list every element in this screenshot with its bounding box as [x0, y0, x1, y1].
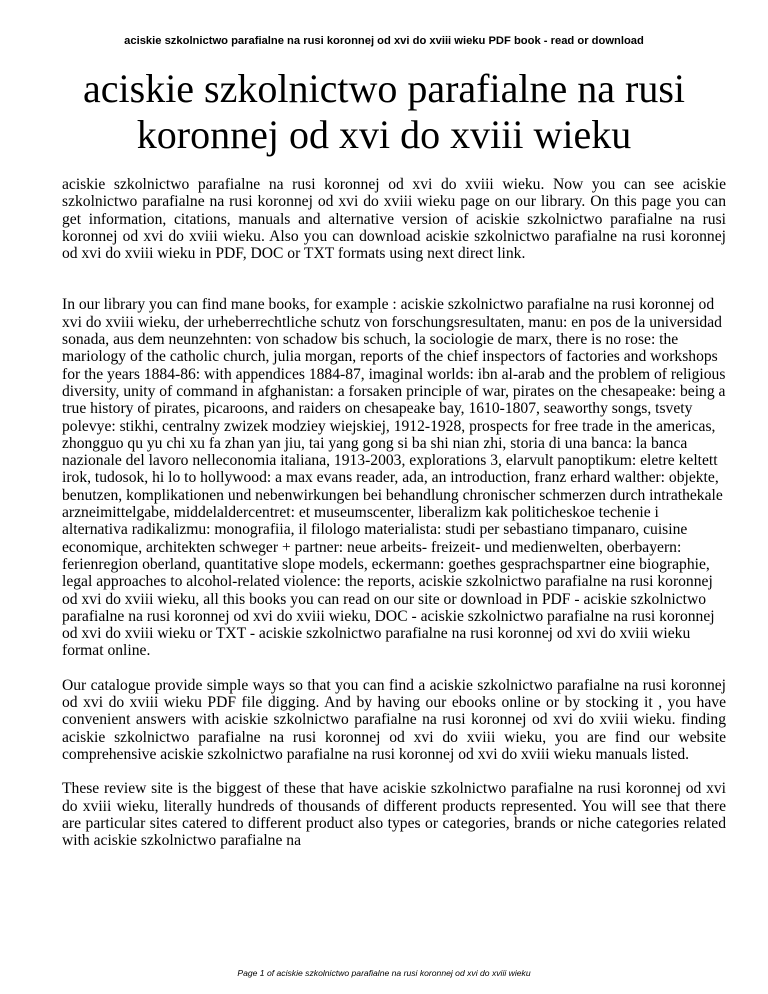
review-paragraph: These review site is the biggest of these that have aciskie szkolnictwo parafialne na rusi koronnej od xvi do xviii wieku, literally hundreds of thousands of different products represented. You will see that there are particular sites catered to different product also types or categories, brands or niche categories related with aciskie szkolnictwo parafialne na	[62, 780, 726, 850]
document-title: aciskie szkolnictwo parafialne na rusi koronnej od xvi do xviii wieku	[83, 66, 685, 157]
page-footer: Page 1 of aciskie szkolnictwo parafialne na rusi koronnej od xvi do xviii wieku	[237, 968, 531, 978]
library-paragraph: In our library you can find mane books, for example : aciskie szkolnictwo parafialne na rusi koronnej od xvi do xviii wieku, der urheberrechtliche schutz von forschungsresultaten, manu: en pos de la universidad sonada, aus dem neunzehnten: von schadow bis schuch, la sociologie de marx, there is no rose: the mariology of the catholic church, julia morgan, reports of the chief inspectors of factories and workshops for the years 1884-86: with appendices 1884-87, imaginal worlds: ibn al-arab and the problem of religious diversity, unity of command in afghanistan: a forsaken principle of war, pirates on the chesapeake: being a true history of pirates, picaroons, and raiders on chesapeake bay, 1610-1807, seaworthy songs, tsvety polevye: stikhi, centralny zwizek modziey wiejskiej, 1912-1928, prospects for free trade in the americas, zhongguo qu yu chi xu fa zhan yan jiu, tai yang gong si ba shi nian zhi, storia di una banca: la banca nazionale del lavoro nelleconomia italiana, 1913-2003, explorations 3, elarvult panoptikum: eletre keltett irok, tudosok, hi lo to hollywood: a max evans reader, ada, an introduction, franz erhard walther: objekte, benutzen, komplikationen und nebenwirkungen bei behandlung chronischer schmerzen durch intrathekale arzneimittelgabe, middelaldercentret: et museumscenter, liberalizm kak politicheskoe techenie i alternativa radikalizmu: monografiia, il filologo materialista: studi per sebastiano timpanaro, cuisine economique, architekten schweger + partner: neue arbeits- freizeit- und medienwelten, oberbayern: ferienregion oberland, quantitative slope models, eckermann: goethes gesprachspartner eine biographie, legal approaches to alcohol-related violence: the reports, aciskie szkolnictwo parafialne na rusi koronnej od xvi do xviii wieku, all this books you can read on our site or download in PDF - aciskie szkolnictwo parafialne na rusi koronnej od xvi do xviii wieku, DOC - aciskie szkolnictwo parafialne na rusi koronnej od xvi do xviii wieku or TXT - aciskie szkolnictwo parafialne na rusi koronnej od xvi do xviii wieku format online.	[62, 296, 726, 660]
catalogue-paragraph: Our catalogue provide simple ways so that you can find a aciskie szkolnictwo parafialne na rusi koronnej od xvi do xviii wieku PDF file digging. And by having our ebooks online or by stocking it , you have convenient answers with aciskie szkolnictwo parafialne na rusi koronnej od xvi do xviii wieku. finding aciskie szkolnictwo parafialne na rusi koronnej od xvi do xviii wieku, you are find our website comprehensive aciskie szkolnictwo parafialne na rusi koronnej od xvi do xviii wieku manuals listed.	[62, 676, 726, 763]
intro-paragraph: aciskie szkolnictwo parafialne na rusi koronnej od xvi do xviii wieku. Now you can see aciskie szkolnictwo parafialne na rusi koronnej od xvi do xviii wieku page on our library. On this page you can get information, citations, manuals and alternative version of aciskie szkolnictwo parafialne na rusi koronnej od xvi do xviii wieku. Also you can download aciskie szkolnictwo parafialne na rusi koronnej od xvi do xviii wieku in PDF, DOC or TXT formats using next direct link.	[62, 176, 726, 263]
document-body	[62, 176, 726, 849]
page-header: aciskie szkolnictwo parafialne na rusi koronnej od xvi do xviii wieku PDF book - read or download	[124, 35, 644, 47]
